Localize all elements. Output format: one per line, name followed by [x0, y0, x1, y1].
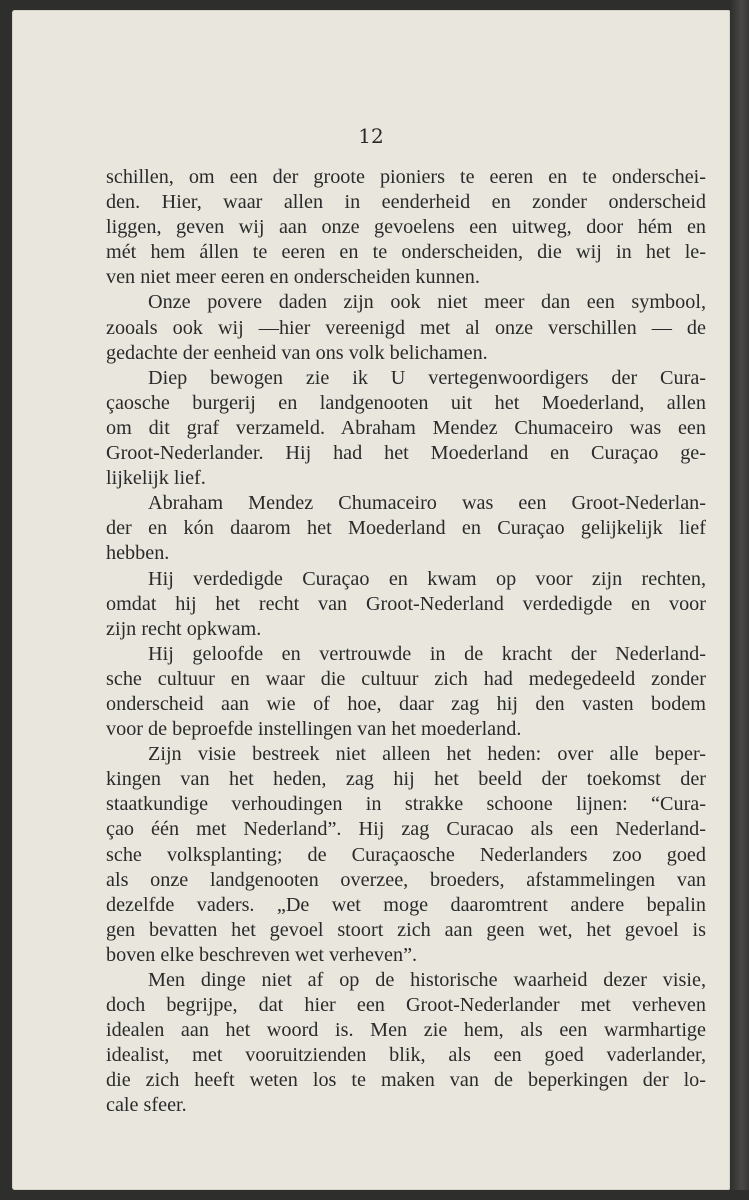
page-body-text: [106, 165, 706, 1119]
paragraph: [106, 366, 706, 491]
paragraph: [106, 491, 706, 566]
text-line: Diep bewogen zie ik U vertegenwoordigers der Cura-: [148, 366, 706, 389]
text-line: Abraham Mendez Chumaceiro was een Groot-Nederlan-: [148, 492, 706, 515]
text-line: zooals ook wij —hier vereenigd met al onze verschillen — de: [106, 316, 706, 339]
text-line: sche cultuur en waar die cultuur zich had medegedeeld zonder: [106, 667, 706, 690]
text-line: kingen van het heden, zag hij het beeld der toekomst der: [106, 768, 706, 791]
text-line: om dit graf verzameld. Abraham Mendez Chumaceiro was een: [106, 416, 706, 439]
text-line: zijn recht opkwam.: [106, 617, 262, 640]
paragraph: [106, 742, 706, 968]
text-line: Hij verdedigde Curaçao en kwam op voor zijn rechten,: [148, 567, 706, 590]
text-line: der en kón daarom het Moederland en Curaçao gelijkelijk lief: [106, 517, 706, 540]
text-line: gen bevatten het gevoel stoort zich aan geen wet, het gevoel is: [106, 918, 706, 941]
text-line: idealen aan het woord is. Men zie hem, als een warmhartige: [106, 1019, 706, 1042]
text-line: voor de beproefde instellingen van het moederland.: [106, 718, 522, 741]
text-line: ven niet meer eeren en onderscheiden kunnen.: [106, 266, 480, 289]
text-line: als onze landgenooten overzee, broeders, afstammelingen van: [106, 868, 706, 891]
text-line: den. Hier, waar allen in eenderheid en zonder onderscheid: [106, 191, 706, 214]
text-line: onderscheid aan wie of hoe, daar zag hij den vasten bodem: [106, 692, 706, 715]
text-line: dezelfde vaders. „De wet moge daaromtrent andere bepalin: [106, 893, 706, 916]
text-line: hebben.: [106, 542, 170, 565]
text-line: lijkelijk lief.: [106, 467, 206, 490]
text-line: omdat hij het recht van Groot-Nederland verdedigde en voor: [106, 592, 706, 615]
text-line: liggen, geven wij aan onze gevoelens een uitweg, door hém en: [106, 216, 706, 239]
text-line: mét hem állen te eeren en te onderscheiden, die wij in het le-: [106, 241, 706, 264]
paragraph: [106, 567, 706, 642]
text-line: doch begrijpe, dat hier een Groot-Nederlander met verheven: [106, 994, 706, 1017]
text-line: Groot-Nederlander. Hij had het Moederland en Curaçao ge-: [106, 442, 706, 465]
paragraph: [106, 968, 706, 1119]
text-line: çaosche burgerij en landgenooten uit het Moederland, allen: [106, 391, 706, 414]
text-line: Men dinge niet af op de historische waarheid dezer visie,: [148, 969, 706, 991]
paragraph: [106, 165, 706, 290]
text-line: Zijn visie bestreek niet alleen het heden: over alle beper-: [148, 743, 706, 766]
text-line: die zich heeft weten los te maken van de beperkingen der lo-: [106, 1069, 706, 1092]
paragraph: [106, 642, 706, 742]
text-line: Hij geloofde en vertrouwde in de kracht der Nederland-: [148, 642, 706, 665]
text-line: staatkundige verhoudingen in strakke schoone lijnen: “Cura-: [106, 793, 706, 816]
book-page: [12, 10, 730, 1190]
page-number: 12: [358, 124, 384, 148]
paragraph: [106, 290, 706, 365]
text-line: gedachte der eenheid van ons volk belichamen.: [106, 341, 488, 364]
text-line: Onze povere daden zijn ook niet meer dan een symbool,: [148, 291, 706, 314]
text-line: idealist, met vooruitzienden blik, als een goed vaderlander,: [106, 1044, 706, 1067]
text-line: çao één met Nederland”. Hij zag Curacao als een Nederland-: [106, 818, 706, 841]
text-line: schillen, om een der groote pioniers te eeren en te onderschei-: [106, 166, 706, 188]
book-edge-right: [730, 0, 749, 1200]
book-edge-bottom: [0, 1190, 749, 1200]
text-line: boven elke beschreven wet verheven”.: [106, 943, 418, 966]
text-line: sche volksplanting; de Curaçaosche Nederlanders zoo goed: [106, 843, 706, 866]
text-line: cale sfeer.: [106, 1094, 187, 1117]
